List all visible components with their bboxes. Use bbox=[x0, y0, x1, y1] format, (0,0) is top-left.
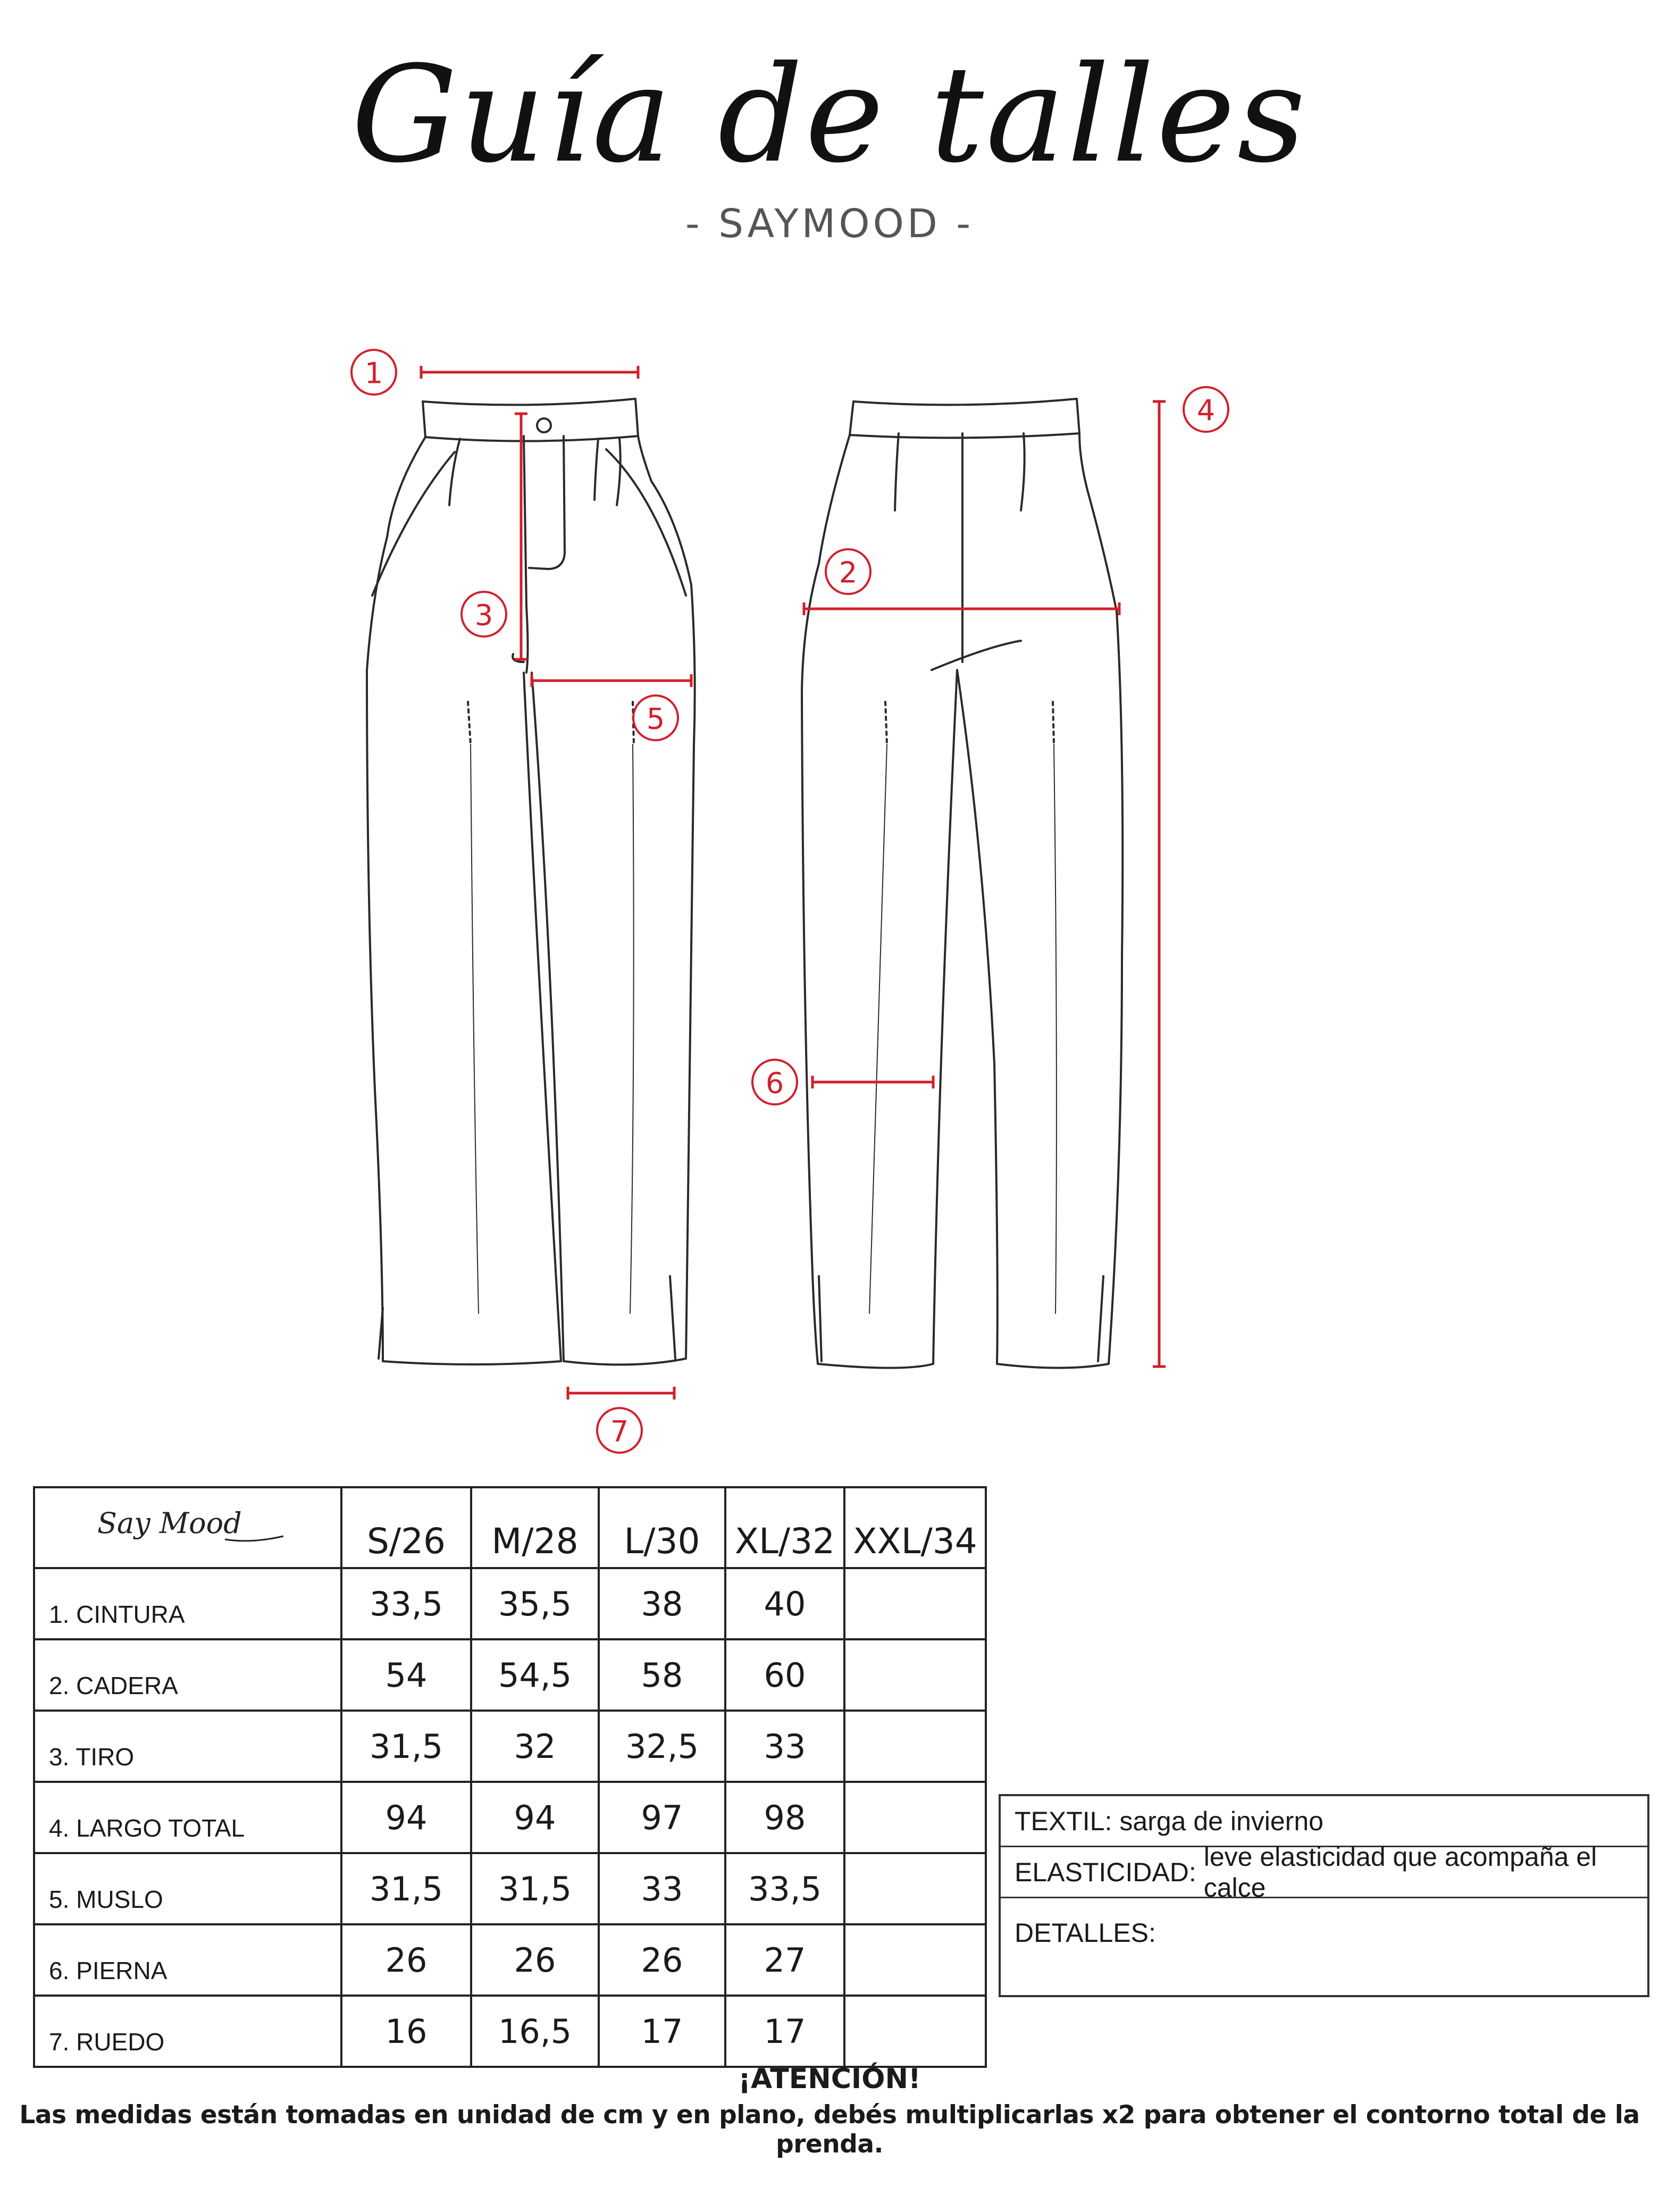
measurement-cell: 26 bbox=[341, 1924, 471, 1996]
attention-heading: ¡ATENCIÓN! bbox=[738, 2063, 921, 2095]
measurement-cell: 33,5 bbox=[341, 1568, 471, 1639]
table-header-row bbox=[34, 1487, 986, 1568]
table-row bbox=[34, 1924, 986, 1996]
marker-1-number: 1 bbox=[364, 356, 383, 390]
row-label: 3. TIRO bbox=[34, 1711, 341, 1782]
spec-textil bbox=[1001, 1796, 1647, 1847]
measurement-cell: 54 bbox=[341, 1639, 471, 1711]
measurement-cell: 94 bbox=[471, 1782, 599, 1853]
measurement-cell: 27 bbox=[725, 1924, 844, 1996]
spec-value: sarga de invierno bbox=[1119, 1806, 1323, 1836]
size-column-header: M/28 bbox=[471, 1487, 599, 1568]
size-column-header: XL/32 bbox=[725, 1487, 844, 1568]
page-title: Guía de talles bbox=[351, 37, 1308, 192]
measurement-cell: 16 bbox=[341, 1996, 471, 2067]
spec-value: leve elasticidad que acompaña el calce bbox=[1203, 1841, 1597, 1903]
measurement-lines bbox=[421, 366, 1166, 1400]
logo-cell bbox=[34, 1487, 341, 1568]
pants-front-drawing bbox=[367, 399, 695, 1364]
measurement-cell bbox=[844, 1924, 986, 1996]
saymood-logo bbox=[49, 1492, 326, 1555]
measurement-cell: 33 bbox=[599, 1853, 725, 1924]
spec-key: DETALLES: bbox=[1015, 1918, 1156, 1948]
measurement-cell: 26 bbox=[599, 1924, 725, 1996]
marker-4-number: 4 bbox=[1196, 393, 1216, 428]
marker-7-number: 7 bbox=[610, 1414, 629, 1448]
measurement-cell: 40 bbox=[725, 1568, 844, 1639]
measurement-cell: 98 bbox=[725, 1782, 844, 1853]
measurement-cell bbox=[844, 1711, 986, 1782]
measurement-cell: 33 bbox=[725, 1711, 844, 1782]
measurement-cell bbox=[844, 1782, 986, 1853]
measurement-cell: 35,5 bbox=[471, 1568, 599, 1639]
measurement-cell: 17 bbox=[599, 1996, 725, 2067]
row-label: 6. PIERNA bbox=[34, 1924, 341, 1996]
measurement-cell: 31,5 bbox=[341, 1853, 471, 1924]
brand-subtitle: - SAYMOOD - bbox=[685, 201, 974, 247]
spec-key: ELASTICIDAD: bbox=[1015, 1857, 1196, 1887]
measurement-cell: 32,5 bbox=[599, 1711, 725, 1782]
table-row bbox=[34, 1996, 986, 2067]
row-label: 4. LARGO TOTAL bbox=[34, 1782, 341, 1853]
measurement-cell: 97 bbox=[599, 1782, 725, 1853]
row-label: 5. MUSLO bbox=[34, 1853, 341, 1924]
row-label: 2. CADERA bbox=[34, 1639, 341, 1711]
measurement-note: Las medidas están tomadas en unidad de cm y en plano, debés multiplicarlas x2 para obtener el contorno total de la prenda. bbox=[19, 2100, 1640, 2159]
spec-key: TEXTIL: bbox=[1015, 1806, 1112, 1836]
size-column-header: XXL/34 bbox=[844, 1487, 986, 1568]
spec-detalles bbox=[1001, 1898, 1647, 1995]
table-row bbox=[34, 1639, 986, 1711]
measurement-cell: 31,5 bbox=[471, 1853, 599, 1924]
table-row bbox=[34, 1853, 986, 1924]
measurement-cell: 32 bbox=[471, 1711, 599, 1782]
row-label: 1. CINTURA bbox=[34, 1568, 341, 1639]
size-column-header: S/26 bbox=[341, 1487, 471, 1568]
table-row bbox=[34, 1782, 986, 1853]
measurement-cell: 26 bbox=[471, 1924, 599, 1996]
measurement-cell bbox=[844, 1996, 986, 2067]
table-row bbox=[34, 1568, 986, 1639]
pants-back-drawing bbox=[802, 399, 1122, 1368]
marker-6-number: 6 bbox=[765, 1066, 784, 1100]
measurement-cell: 38 bbox=[599, 1568, 725, 1639]
marker-5-number: 5 bbox=[646, 702, 665, 736]
table-row bbox=[34, 1711, 986, 1782]
marker-2-number: 2 bbox=[839, 556, 858, 590]
measurement-cell: 58 bbox=[599, 1639, 725, 1711]
size-column-header: L/30 bbox=[599, 1487, 725, 1568]
marker-3-number: 3 bbox=[474, 598, 493, 632]
measurement-cell bbox=[844, 1568, 986, 1639]
row-label: 7. RUEDO bbox=[34, 1996, 341, 2067]
fabric-specs-box bbox=[999, 1794, 1649, 1997]
size-chart-table bbox=[33, 1486, 987, 2068]
logo-signature: Say Mood bbox=[97, 1506, 242, 1540]
measurement-cell: 54,5 bbox=[471, 1639, 599, 1711]
measurement-cell: 60 bbox=[725, 1639, 844, 1711]
spec-elasticidad bbox=[1001, 1841, 1647, 1903]
measurement-cell bbox=[844, 1853, 986, 1924]
measurement-cell: 17 bbox=[725, 1996, 844, 2067]
measurement-cell: 94 bbox=[341, 1782, 471, 1853]
measurement-cell: 33,5 bbox=[725, 1853, 844, 1924]
measurement-cell: 16,5 bbox=[471, 1996, 599, 2067]
measurement-cell: 31,5 bbox=[341, 1711, 471, 1782]
measurement-cell bbox=[844, 1639, 986, 1711]
